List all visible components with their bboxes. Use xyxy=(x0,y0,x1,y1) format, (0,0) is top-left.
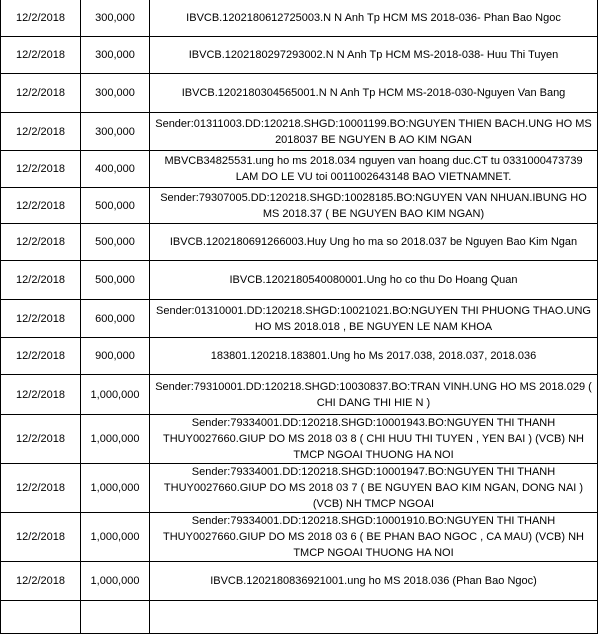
description-cell: Sender:79334001.DD:120218.SHGD:10001943.BO:NGUYEN THI THANH THUY0027660.GIUP DO MS 2018 03 8 ( CHI HUU THI TUYEN , YEN BAI ) (VCB) NH TMCP NGOAI THUONG HA NOI xyxy=(150,415,598,464)
table-row xyxy=(1,188,598,224)
amount-cell: 300,000 xyxy=(81,74,150,113)
table-row xyxy=(1,224,598,261)
description-cell: MBVCB34825531.ung ho ms 2018.034 nguyen van hoang duc.CT tu 0331000473739 LAM DO LE VU toi 0011002643148 BAO VIETNAMNET. xyxy=(150,151,598,188)
date-cell: 12/2/2018 xyxy=(1,113,81,151)
date-cell: 12/2/2018 xyxy=(1,562,81,601)
description-cell: 183801.120218.183801.Ung ho Ms 2017.038, 2018.037, 2018.036 xyxy=(150,338,598,375)
amount-cell xyxy=(81,601,150,634)
amount-cell: 1,000,000 xyxy=(81,513,150,562)
amount-cell: 500,000 xyxy=(81,261,150,300)
amount-cell: 600,000 xyxy=(81,300,150,338)
table-row xyxy=(1,37,598,74)
description-cell xyxy=(150,601,598,634)
date-cell: 12/2/2018 xyxy=(1,300,81,338)
date-cell: 12/2/2018 xyxy=(1,37,81,74)
description-cell: IBVCB.1202180691266003.Huy Ung ho ma so 2018.037 be Nguyen Bao Kim Ngan xyxy=(150,224,598,261)
amount-cell: 1,000,000 xyxy=(81,562,150,601)
amount-cell: 900,000 xyxy=(81,338,150,375)
table-row xyxy=(1,261,598,300)
table-row xyxy=(1,601,598,634)
description-cell: Sender:79334001.DD:120218.SHGD:10001910.BO:NGUYEN THI THANH THUY0027660.GIUP DO MS 2018 03 6 ( BE PHAN BAO NGOC , CA MAU) (VCB) NH TMCP NGOAI THUONG HA NOI xyxy=(150,513,598,562)
description-cell: Sender:79310001.DD:120218.SHGD:10030837.BO:TRAN VINH.UNG HO MS 2018.029 ( CHI DANG THI HIE N ) xyxy=(150,375,598,415)
amount-cell: 1,000,000 xyxy=(81,464,150,513)
table-row xyxy=(1,464,598,513)
table-row xyxy=(1,74,598,113)
description-cell: IBVCB.1202180612725003.N N Anh Tp HCM MS 2018-036- Phan Bao Ngoc xyxy=(150,0,598,37)
amount-cell: 1,000,000 xyxy=(81,375,150,415)
date-cell: 12/2/2018 xyxy=(1,415,81,464)
date-cell: 12/2/2018 xyxy=(1,464,81,513)
table-row xyxy=(1,375,598,415)
description-cell: Sender:01310001.DD:120218.SHGD:10021021.BO:NGUYEN THI PHUONG THAO.UNG HO MS 2018.018 , BE NGUYEN LE NAM KHOA xyxy=(150,300,598,338)
amount-cell: 300,000 xyxy=(81,0,150,37)
amount-cell: 300,000 xyxy=(81,37,150,74)
date-cell xyxy=(1,601,81,634)
table-row xyxy=(1,415,598,464)
description-cell: Sender:79307005.DD:120218.SHGD:10028185.BO:NGUYEN VAN NHUAN.IBUNG HO MS 2018.37 ( BE NGUYEN BAO KIM NGAN) xyxy=(150,188,598,224)
description-cell: Sender:79334001.DD:120218.SHGD:10001947.BO:NGUYEN THI THANH THUY0027660.GIUP DO MS 2018 03 7 ( BE NGUYEN BAO KIM NGAN, DONG NAI ) (VCB) NH TMCP NGOAI xyxy=(150,464,598,513)
date-cell: 12/2/2018 xyxy=(1,0,81,37)
date-cell: 12/2/2018 xyxy=(1,338,81,375)
description-cell: Sender:01311003.DD:120218.SHGD:10001199.BO:NGUYEN THIEN BACH.UNG HO MS 2018037 BE NGUYEN B AO KIM NGAN xyxy=(150,113,598,151)
table-row xyxy=(1,113,598,151)
amount-cell: 500,000 xyxy=(81,224,150,261)
description-cell: IBVCB.1202180836921001.ung ho MS 2018.036 (Phan Bao Ngoc) xyxy=(150,562,598,601)
date-cell: 12/2/2018 xyxy=(1,74,81,113)
date-cell: 12/2/2018 xyxy=(1,513,81,562)
table-row xyxy=(1,151,598,188)
date-cell: 12/2/2018 xyxy=(1,224,81,261)
amount-cell: 500,000 xyxy=(81,188,150,224)
date-cell: 12/2/2018 xyxy=(1,375,81,415)
date-cell: 12/2/2018 xyxy=(1,261,81,300)
description-cell: IBVCB.1202180540080001.Ung ho co thu Do Hoang Quan xyxy=(150,261,598,300)
table-row xyxy=(1,513,598,562)
date-cell: 12/2/2018 xyxy=(1,188,81,224)
table-row xyxy=(1,0,598,37)
amount-cell: 1,000,000 xyxy=(81,415,150,464)
amount-cell: 400,000 xyxy=(81,151,150,188)
date-cell: 12/2/2018 xyxy=(1,151,81,188)
table-row xyxy=(1,338,598,375)
description-cell: IBVCB.1202180297293002.N N Anh Tp HCM MS-2018-038- Huu Thi Tuyen xyxy=(150,37,598,74)
amount-cell: 300,000 xyxy=(81,113,150,151)
table-row xyxy=(1,562,598,601)
description-cell: IBVCB.1202180304565001.N N Anh Tp HCM MS-2018-030-Nguyen Van Bang xyxy=(150,74,598,113)
table-row xyxy=(1,300,598,338)
